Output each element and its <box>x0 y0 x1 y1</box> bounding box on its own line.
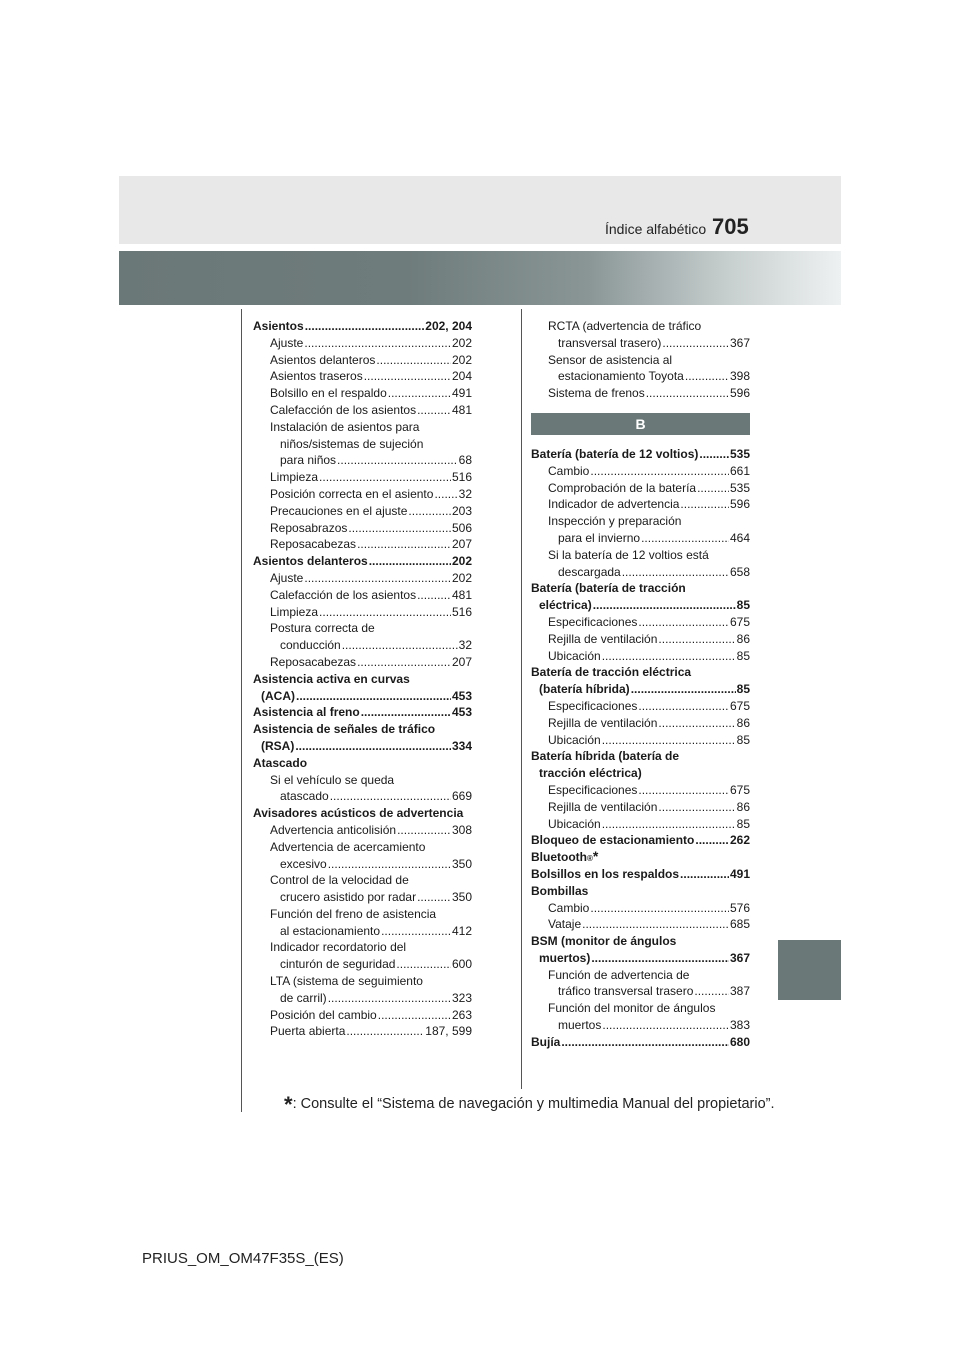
page-reference: 204 <box>451 369 472 384</box>
index-entry-sub <box>253 486 472 503</box>
index-entry-main <box>531 883 750 900</box>
entry-term: crucero asistido por radar <box>280 890 417 905</box>
page-reference: 516 <box>451 604 472 619</box>
dot-leader <box>631 681 736 698</box>
entry-term: Si la batería de 12 voltios está <box>548 547 709 562</box>
footnote-asterisk: * <box>284 1092 293 1117</box>
entry-term: Inspección y preparación <box>548 514 682 529</box>
dot-leader <box>304 570 451 587</box>
index-entry-sub <box>531 368 750 385</box>
entry-term: Especificaciones <box>548 698 638 713</box>
index-entry-sub <box>253 620 472 637</box>
page-reference: 481 <box>451 587 472 602</box>
page-reference: 576 <box>729 900 750 915</box>
dot-leader <box>658 631 735 648</box>
dot-leader <box>582 916 729 933</box>
dot-leader <box>328 856 451 873</box>
entry-term: Indicador de advertencia <box>548 497 680 512</box>
dot-leader <box>602 1017 729 1034</box>
index-entry-sub <box>531 513 750 530</box>
entry-term: Bujía <box>531 1034 561 1049</box>
page-reference: 675 <box>729 614 750 629</box>
page-reference: 207 <box>451 654 472 669</box>
dot-leader <box>417 889 451 906</box>
index-entry-main <box>531 832 750 849</box>
left-margin-line <box>241 309 242 1112</box>
index-list-b <box>531 446 750 1051</box>
entry-term: de carril) <box>280 990 327 1005</box>
index-column-left <box>253 318 472 1040</box>
entry-term: Bolsillo en el respaldo <box>270 386 387 401</box>
index-entry-sub <box>253 906 472 923</box>
entry-term: muertos <box>558 1018 602 1033</box>
entry-term: Asistencia de señales de tráfico <box>253 722 436 737</box>
index-entry-sub <box>531 1000 750 1017</box>
page-reference: 202 <box>451 570 472 585</box>
index-entry-main <box>253 688 472 705</box>
index-entry-sub <box>253 973 472 990</box>
dot-leader <box>638 614 729 631</box>
page-reference: 85 <box>736 648 750 663</box>
entry-term: (batería híbrida) <box>539 682 630 697</box>
entry-term: Bluetooth <box>531 850 587 865</box>
entry-term: Indicador recordatorio del <box>270 940 407 955</box>
entry-term: atascado <box>280 789 329 804</box>
index-entry-sub <box>253 772 472 789</box>
entry-term: Vataje <box>548 917 582 932</box>
index-entry-sub <box>253 587 472 604</box>
dot-leader <box>697 480 729 497</box>
entry-term: Asistencia al freno <box>253 705 360 720</box>
entry-term: tracción eléctrica) <box>539 766 642 781</box>
page-reference: 323 <box>451 990 472 1005</box>
index-entry-sub <box>531 318 750 335</box>
page-reference: 661 <box>729 463 750 478</box>
entry-term: Bombillas <box>531 883 589 898</box>
dot-leader <box>680 866 729 883</box>
dot-leader <box>346 1023 424 1040</box>
entry-term: para niños <box>280 453 337 468</box>
index-entry-main <box>531 597 750 614</box>
page-reference: 86 <box>736 715 750 730</box>
page-reference: 32 <box>458 638 472 653</box>
page-reference: 387 <box>729 984 750 999</box>
dot-leader <box>561 1034 729 1051</box>
entry-term: Bolsillos en los respaldos <box>531 866 680 881</box>
index-entry-sub <box>253 637 472 654</box>
entry-term: Ubicación <box>548 648 601 663</box>
document-code: PRIUS_OM_OM47F35S_(ES) <box>142 1250 344 1267</box>
entry-term: Función de advertencia de <box>548 967 690 982</box>
index-entry-main <box>253 704 472 721</box>
index-entry-sub <box>531 916 750 933</box>
entry-term: Asientos traseros <box>270 369 363 384</box>
entry-term: estacionamiento Toyota <box>558 369 684 384</box>
index-entry-sub <box>531 352 750 369</box>
entry-term: Bloqueo de estacionamiento <box>531 833 695 848</box>
index-entry-main <box>253 318 472 335</box>
page-reference: 350 <box>451 856 472 871</box>
entry-term: Asientos <box>253 319 304 333</box>
entry-term: Limpieza <box>270 604 319 619</box>
entry-term: Asientos delanteros <box>270 352 376 367</box>
page-reference: 600 <box>451 957 472 972</box>
page-reference: 675 <box>729 698 750 713</box>
index-entry-sub <box>531 547 750 564</box>
index-entry-main <box>531 681 750 698</box>
dot-leader <box>319 469 451 486</box>
dot-leader <box>591 950 729 967</box>
entry-term: RCTA (advertencia de tráfico <box>548 319 702 333</box>
dot-leader <box>342 637 458 654</box>
index-entry-sub <box>531 496 750 513</box>
index-entry-sub <box>253 520 472 537</box>
page-reference: 506 <box>451 520 472 535</box>
entry-term: Sistema de frenos <box>548 386 645 401</box>
page-number: 705 <box>712 214 749 239</box>
dot-leader <box>296 688 451 705</box>
index-entry-main <box>531 580 750 597</box>
index-entry-sub <box>531 799 750 816</box>
index-entry-main <box>253 738 472 755</box>
index-entry-sub <box>531 1017 750 1034</box>
entry-term: Puerta abierta <box>270 1024 346 1039</box>
index-entry-sub <box>531 463 750 480</box>
index-entry-main <box>531 748 750 765</box>
index-entry-sub <box>253 503 472 520</box>
dot-leader <box>590 463 729 480</box>
dot-leader <box>658 715 735 732</box>
index-entry-sub <box>531 967 750 984</box>
page-reference: 675 <box>729 782 750 797</box>
index-entry-sub <box>531 614 750 631</box>
index-entry-sub <box>253 990 472 1007</box>
page-reference: 85 <box>736 732 750 747</box>
index-entry-sub <box>253 939 472 956</box>
entry-term: Atascado <box>253 755 308 770</box>
index-entry-sub <box>253 1023 472 1040</box>
entry-term: descargada <box>558 564 621 579</box>
page-reference: 262 <box>729 833 750 848</box>
index-entry-sub <box>253 839 472 856</box>
index-entry-sub <box>253 923 472 940</box>
entry-term: Advertencia de acercamiento <box>270 839 426 854</box>
entry-term: Especificaciones <box>548 614 638 629</box>
dot-leader <box>417 587 451 604</box>
dot-leader <box>602 816 736 833</box>
footnote-text: : Consulte el “Sistema de navegación y multimedia Manual del propietario”. <box>292 1096 775 1112</box>
dot-leader <box>305 318 425 335</box>
dot-leader <box>641 530 729 547</box>
index-entry-sub <box>531 480 750 497</box>
page-reference: 202 <box>451 554 472 569</box>
page-reference: 68 <box>458 453 472 468</box>
entry-term: para el invierno <box>558 530 641 545</box>
index-entry-sub <box>253 402 472 419</box>
index-entry-sub <box>531 983 750 1000</box>
dot-leader <box>593 597 736 614</box>
index-entry-sub <box>253 654 472 671</box>
entry-term: Ajuste <box>270 335 304 350</box>
entry-term: Control de la velocidad de <box>270 873 409 888</box>
index-entry-sub <box>253 604 472 621</box>
entry-term: Batería (batería de tracción <box>531 581 686 596</box>
page-reference: 202, 204 <box>425 319 472 333</box>
entry-term: BSM (monitor de ángulos <box>531 934 677 949</box>
dot-leader <box>658 799 735 816</box>
page-reference: 85 <box>736 682 750 697</box>
index-entry-sub <box>531 782 750 799</box>
page-reference: 202 <box>451 352 472 367</box>
entry-term: Instalación de asientos para <box>270 419 420 434</box>
page-reference: 658 <box>729 564 750 579</box>
dot-leader <box>337 452 458 469</box>
index-entry-sub <box>531 648 750 665</box>
entry-term: Ajuste <box>270 570 304 585</box>
index-entry-main <box>531 1034 750 1051</box>
page-reference: 334 <box>451 738 472 753</box>
index-entry-main <box>531 866 750 883</box>
page-reference: 383 <box>729 1018 750 1033</box>
entry-term: eléctrica) <box>539 598 592 613</box>
index-entry-main <box>531 446 750 463</box>
dot-leader <box>622 564 729 581</box>
index-entry-sub <box>253 335 472 352</box>
page-reference: 491 <box>451 386 472 401</box>
page-reference: 453 <box>451 705 472 720</box>
entry-term: Sensor de asistencia al <box>548 352 673 367</box>
entry-term: Calefacción de los asientos <box>270 587 417 602</box>
footnote <box>284 1092 775 1118</box>
index-entry-sub <box>253 570 472 587</box>
index-entry-main <box>531 664 750 681</box>
dot-leader <box>369 553 451 570</box>
dot-leader <box>397 822 451 839</box>
page-reference: 481 <box>451 402 472 417</box>
dot-leader <box>319 604 451 621</box>
dot-leader <box>662 335 729 352</box>
entry-term: niños/sistemas de sujeción <box>280 436 424 451</box>
dot-leader <box>590 900 729 917</box>
entry-term: Cambio <box>548 900 590 915</box>
dot-leader <box>638 782 729 799</box>
index-entry-sub <box>253 419 472 436</box>
entry-term: Reposacabezas <box>270 537 357 552</box>
index-entry-sub <box>531 715 750 732</box>
index-entry-sub <box>531 732 750 749</box>
entry-term: Asientos delanteros <box>253 554 368 569</box>
entry-term: Posición correcta en el asiento <box>270 486 434 501</box>
index-entry-main <box>253 721 472 738</box>
dot-leader <box>328 990 451 1007</box>
entry-term: Si el vehículo se queda <box>270 772 395 787</box>
entry-term: Batería de tracción eléctrica <box>531 665 692 680</box>
entry-term: Función del monitor de ángulos <box>548 1001 716 1016</box>
index-entry-sub <box>531 564 750 581</box>
entry-term: Batería híbrida (batería de <box>531 749 680 764</box>
index-entry-sub <box>253 536 472 553</box>
entry-term: (ACA) <box>261 688 295 703</box>
page-reference: 453 <box>451 688 472 703</box>
dot-leader <box>396 956 451 973</box>
page-reference: 187, 599 <box>425 1024 472 1039</box>
page-reference: 85 <box>736 598 750 613</box>
entry-term: Rejilla de ventilación <box>548 799 658 814</box>
entry-term: Precauciones en el ajuste <box>270 503 408 518</box>
page-reference: 535 <box>729 480 750 495</box>
index-entry-sub <box>531 530 750 547</box>
entry-term: Posición del cambio <box>270 1007 377 1022</box>
entry-term: Avisadores acústicos de advertencia <box>253 806 464 821</box>
page-reference: 398 <box>729 369 750 384</box>
page-reference: 516 <box>451 470 472 485</box>
index-entry-main <box>253 805 472 822</box>
dot-leader <box>364 368 451 385</box>
page-reference: 535 <box>729 446 750 461</box>
dot-leader <box>408 503 451 520</box>
entry-term: (RSA) <box>261 738 295 753</box>
entry-term: Asistencia activa en curvas <box>253 671 410 686</box>
entry-term: Calefacción de los asientos <box>270 402 417 417</box>
entry-term: Función del freno de asistencia <box>270 906 437 921</box>
entry-term: excesivo <box>280 856 327 871</box>
dot-leader <box>357 654 451 671</box>
dot-leader <box>694 983 729 1000</box>
entry-term: Ubicación <box>548 816 601 831</box>
entry-term: muertos) <box>539 950 591 965</box>
index-entry-sub <box>531 335 750 352</box>
dot-leader <box>695 832 729 849</box>
page-reference: 202 <box>451 335 472 350</box>
index-entry-sub <box>253 788 472 805</box>
entry-term: Cambio <box>548 463 590 478</box>
dot-leader <box>417 402 451 419</box>
index-entry-main: Bluetooth ® * <box>531 848 599 865</box>
index-entry-sub <box>253 822 472 839</box>
index-entry-sub <box>253 1007 472 1024</box>
dot-leader <box>434 486 457 503</box>
section-title: Índice alfabético <box>605 221 707 237</box>
index-entry-sub <box>253 956 472 973</box>
index-entry-sub <box>253 436 472 453</box>
page-reference: 85 <box>736 816 750 831</box>
entry-term: Reposabrazos <box>270 520 348 535</box>
entry-term: Limpieza <box>270 470 319 485</box>
page-reference: 86 <box>736 631 750 646</box>
entry-term: Ubicación <box>548 732 601 747</box>
dot-leader <box>304 335 451 352</box>
entry-term: Rejilla de ventilación <box>548 715 658 730</box>
index-entry-sub <box>253 872 472 889</box>
index-entry-main <box>253 671 472 688</box>
dot-leader <box>361 704 451 721</box>
index-entry-sub <box>531 385 750 402</box>
entry-term: Reposacabezas <box>270 654 357 669</box>
dot-leader <box>602 732 736 749</box>
page-reference: 685 <box>729 917 750 932</box>
entry-term: transversal trasero) <box>558 335 662 350</box>
entry-term: Rejilla de ventilación <box>548 631 658 646</box>
index-entry-main <box>253 553 472 570</box>
page-reference: 207 <box>451 537 472 552</box>
dot-leader <box>388 385 451 402</box>
page-reference: 669 <box>451 789 472 804</box>
index-list-continued <box>531 318 750 402</box>
dot-leader <box>330 788 451 805</box>
entry-term: Batería (batería de 12 voltios) <box>531 446 699 461</box>
page-reference: 350 <box>451 890 472 905</box>
entry-term: al estacionamiento <box>280 923 381 938</box>
page-reference: 680 <box>729 1034 750 1049</box>
dot-leader <box>646 385 729 402</box>
section-letter-header: B <box>531 413 750 435</box>
dot-leader <box>602 648 736 665</box>
column-divider-line <box>521 309 522 1089</box>
entry-term: Comprobación de la batería <box>548 480 697 495</box>
page-reference: 32 <box>458 486 472 501</box>
index-entry-sub <box>531 816 750 833</box>
entry-term: Postura correcta de <box>270 621 375 636</box>
entry-term: Especificaciones <box>548 782 638 797</box>
page-reference: 203 <box>451 503 472 518</box>
dot-leader <box>680 496 729 513</box>
dot-leader <box>381 923 451 940</box>
dot-leader <box>376 352 451 369</box>
index-entry-sub <box>253 469 472 486</box>
page-reference: 308 <box>451 822 472 837</box>
dot-leader <box>638 698 729 715</box>
page-reference: 596 <box>729 497 750 512</box>
dot-leader <box>378 1007 451 1024</box>
index-entry-sub <box>531 631 750 648</box>
index-entry-sub <box>531 900 750 917</box>
index-entry-sub <box>253 452 472 469</box>
page-reference: 263 <box>451 1007 472 1022</box>
page-reference: 367 <box>729 950 750 965</box>
page-reference: 596 <box>729 386 750 401</box>
index-entry-sub <box>253 385 472 402</box>
dot-leader <box>699 446 729 463</box>
index-entry-sub <box>253 856 472 873</box>
dot-leader <box>348 520 451 537</box>
page-reference: 86 <box>736 799 750 814</box>
dot-leader <box>357 536 451 553</box>
index-entry-main <box>531 950 750 967</box>
decorative-band <box>119 251 841 305</box>
chapter-side-tab <box>778 940 841 1000</box>
dot-leader <box>685 368 729 385</box>
page-reference: 491 <box>729 866 750 881</box>
page-reference: 464 <box>729 530 750 545</box>
index-entry-sub <box>531 698 750 715</box>
page-reference: 412 <box>451 923 472 938</box>
entry-term: conducción <box>280 638 341 653</box>
entry-term: tráfico transversal trasero <box>558 984 694 999</box>
index-entry-main <box>531 765 750 782</box>
index-entry-sub <box>253 352 472 369</box>
dot-leader <box>295 738 451 755</box>
index-entry-sub <box>253 889 472 906</box>
page-reference: 367 <box>729 335 750 350</box>
index-entry-main <box>253 755 472 772</box>
index-column-right <box>531 318 750 1051</box>
index-entry-main <box>531 933 750 950</box>
entry-term: LTA (sistema de seguimiento <box>270 974 423 989</box>
index-entry-sub <box>253 368 472 385</box>
entry-term: cinturón de seguridad <box>280 957 396 972</box>
entry-term: Advertencia anticolisión <box>270 822 397 837</box>
